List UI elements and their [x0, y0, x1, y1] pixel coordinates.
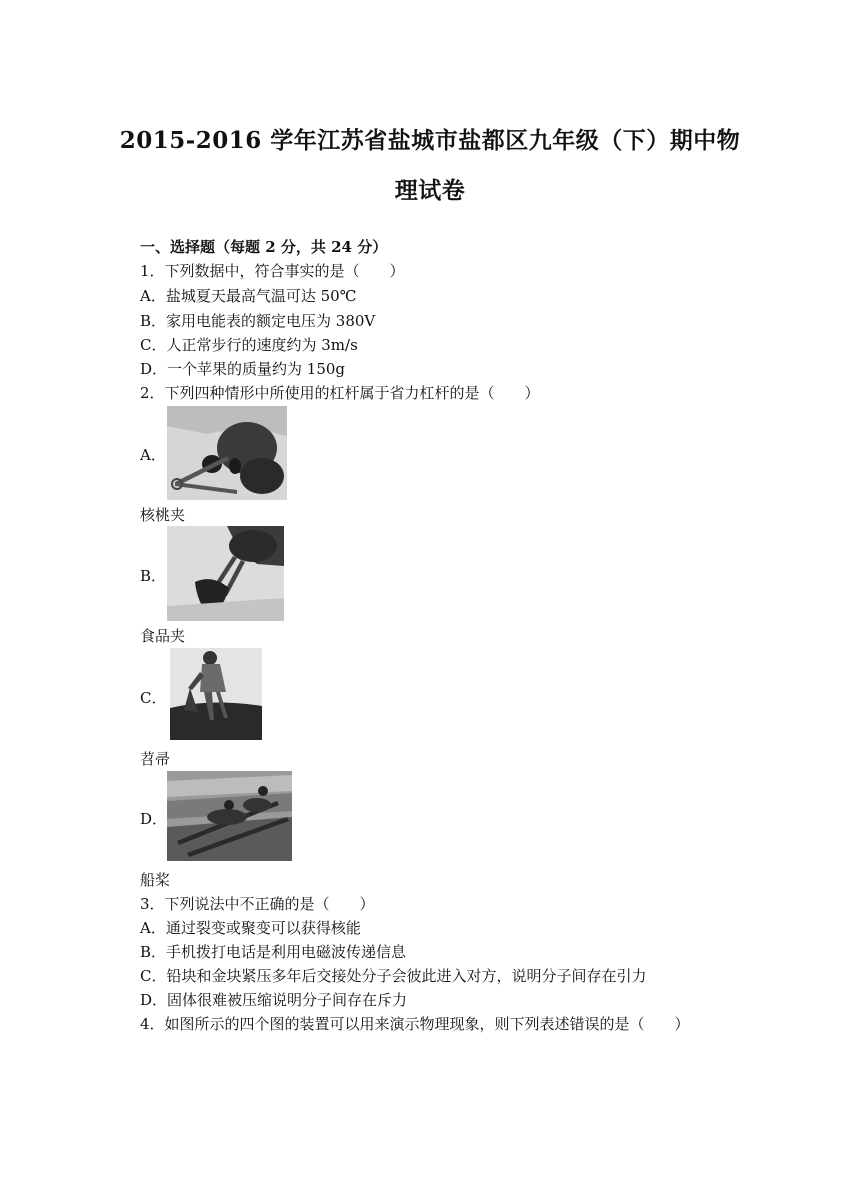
q4-stem: 4．如图所示的四个图的装置可以用来演示物理现象，则下列表述错误的是（ ）	[140, 1015, 690, 1033]
q2-option-b-caption: 食品夹	[140, 627, 186, 645]
broom-photo	[170, 648, 262, 740]
q2-option-d-letter: D．	[140, 810, 168, 828]
q1-option-d: D．一个苹果的质量约为 150g	[140, 360, 346, 378]
boat-oar-photo	[167, 771, 292, 861]
q2-option-a-caption: 核桃夹	[140, 506, 186, 524]
q3-option-b: B．手机拨打电话是利用电磁波传递信息	[140, 943, 407, 961]
q3-stem: 3．下列说法中不正确的是（ ）	[140, 895, 375, 913]
q1-option-b: B．家用电能表的额定电压为 380V	[140, 312, 376, 330]
food-tongs-photo	[167, 526, 284, 621]
q1-option-a: A．盐城夏天最高气温可达 50℃	[140, 287, 357, 305]
walnut-cracker-photo	[167, 406, 287, 500]
q3-option-c: C．铅块和金块紧压多年后交接处分子会彼此进入对方，说明分子间存在引力	[140, 967, 647, 985]
exam-title-line2: 理试卷	[394, 177, 466, 204]
q2-option-d-caption: 船桨	[140, 871, 171, 889]
q2-option-c-caption: 苕帚	[140, 750, 171, 768]
q3-option-a: A．通过裂变或聚变可以获得核能	[140, 919, 361, 937]
q3-option-d: D．固体很难被压缩说明分子间存在斥力	[140, 991, 408, 1009]
exam-title-line1: 2015-2016 学年江苏省盐城市盐都区九年级（下）期中物	[119, 127, 741, 154]
q2-option-b-letter: B．	[140, 567, 167, 585]
q2-option-a-letter: A．	[140, 446, 166, 464]
q1-stem: 1．下列数据中，符合事实的是（ ）	[140, 262, 405, 280]
q2-stem: 2．下列四种情形中所使用的杠杆属于省力杠杆的是（ ）	[140, 384, 540, 402]
section-heading: 一、选择题（每题 2 分，共 24 分）	[140, 238, 388, 256]
q2-option-c-letter: C．	[140, 689, 167, 707]
q1-option-c: C．人正常步行的速度约为 3m/s	[140, 336, 358, 354]
